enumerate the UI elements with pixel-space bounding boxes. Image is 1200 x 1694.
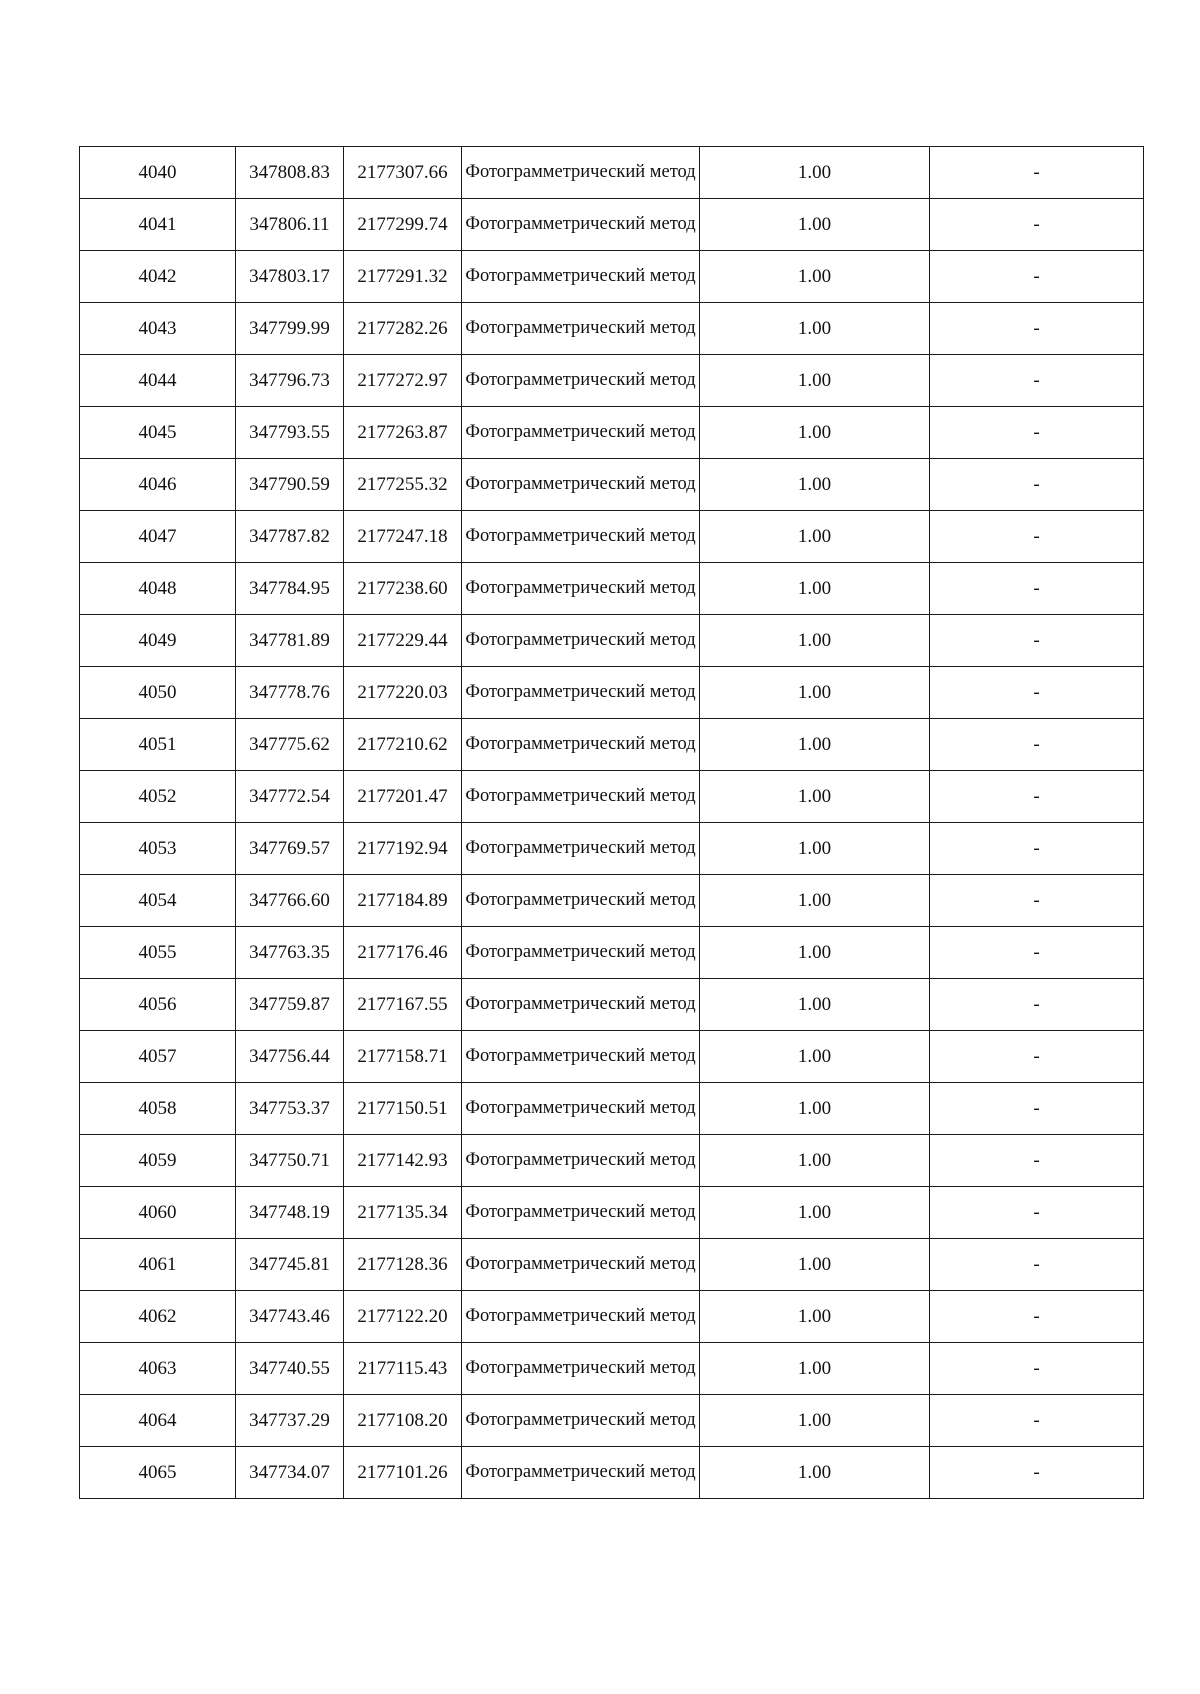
method-cell: Фотограмметрический метод xyxy=(462,771,700,823)
accuracy-cell: 1.00 xyxy=(700,147,930,199)
method-cell: Фотограмметрический метод xyxy=(462,251,700,303)
coordinate-y-cell: 2177263.87 xyxy=(344,407,462,459)
accuracy-cell: 1.00 xyxy=(700,1031,930,1083)
coordinate-y-cell: 2177142.93 xyxy=(344,1135,462,1187)
method-cell: Фотограмметрический метод xyxy=(462,1083,700,1135)
method-cell: Фотограмметрический метод xyxy=(462,1135,700,1187)
point-number-cell: 4059 xyxy=(80,1135,236,1187)
point-number-cell: 4056 xyxy=(80,979,236,1031)
coordinate-y-cell: 2177167.55 xyxy=(344,979,462,1031)
note-cell: - xyxy=(930,1291,1144,1343)
note-cell: - xyxy=(930,1239,1144,1291)
note-cell: - xyxy=(930,147,1144,199)
point-number-cell: 4062 xyxy=(80,1291,236,1343)
coordinates-table xyxy=(79,146,1144,1499)
point-number-cell: 4045 xyxy=(80,407,236,459)
point-number-cell: 4060 xyxy=(80,1187,236,1239)
accuracy-cell: 1.00 xyxy=(700,615,930,667)
accuracy-cell: 1.00 xyxy=(700,1239,930,1291)
method-cell: Фотограмметрический метод xyxy=(462,407,700,459)
method-cell: Фотограмметрический метод xyxy=(462,1239,700,1291)
method-cell: Фотограмметрический метод xyxy=(462,1291,700,1343)
coordinate-x-cell: 347737.29 xyxy=(236,1395,344,1447)
table-row xyxy=(80,1291,1144,1343)
table-row xyxy=(80,251,1144,303)
point-number-cell: 4055 xyxy=(80,927,236,979)
coordinate-x-cell: 347796.73 xyxy=(236,355,344,407)
note-cell: - xyxy=(930,355,1144,407)
point-number-cell: 4053 xyxy=(80,823,236,875)
accuracy-cell: 1.00 xyxy=(700,251,930,303)
coordinate-x-cell: 347803.17 xyxy=(236,251,344,303)
coordinate-y-cell: 2177150.51 xyxy=(344,1083,462,1135)
table-row xyxy=(80,1239,1144,1291)
point-number-cell: 4049 xyxy=(80,615,236,667)
table-row xyxy=(80,199,1144,251)
coordinate-y-cell: 2177247.18 xyxy=(344,511,462,563)
note-cell: - xyxy=(930,1447,1144,1499)
note-cell: - xyxy=(930,1187,1144,1239)
table-row xyxy=(80,719,1144,771)
accuracy-cell: 1.00 xyxy=(700,407,930,459)
coordinate-x-cell: 347784.95 xyxy=(236,563,344,615)
method-cell: Фотограмметрический метод xyxy=(462,1187,700,1239)
note-cell: - xyxy=(930,615,1144,667)
table-row xyxy=(80,1395,1144,1447)
coordinate-y-cell: 2177176.46 xyxy=(344,927,462,979)
coordinate-y-cell: 2177201.47 xyxy=(344,771,462,823)
point-number-cell: 4041 xyxy=(80,199,236,251)
method-cell: Фотограмметрический метод xyxy=(462,563,700,615)
note-cell: - xyxy=(930,511,1144,563)
accuracy-cell: 1.00 xyxy=(700,875,930,927)
accuracy-cell: 1.00 xyxy=(700,719,930,771)
table-row xyxy=(80,1447,1144,1499)
method-cell: Фотограмметрический метод xyxy=(462,927,700,979)
method-cell: Фотограмметрический метод xyxy=(462,511,700,563)
coordinate-y-cell: 2177238.60 xyxy=(344,563,462,615)
method-cell: Фотограмметрический метод xyxy=(462,147,700,199)
method-cell: Фотограмметрический метод xyxy=(462,355,700,407)
coordinate-x-cell: 347793.55 xyxy=(236,407,344,459)
table-row xyxy=(80,147,1144,199)
note-cell: - xyxy=(930,303,1144,355)
note-cell: - xyxy=(930,979,1144,1031)
point-number-cell: 4047 xyxy=(80,511,236,563)
table-row xyxy=(80,875,1144,927)
table-row xyxy=(80,927,1144,979)
table-row xyxy=(80,355,1144,407)
point-number-cell: 4052 xyxy=(80,771,236,823)
table-row xyxy=(80,771,1144,823)
method-cell: Фотограмметрический метод xyxy=(462,1031,700,1083)
note-cell: - xyxy=(930,1083,1144,1135)
coordinate-y-cell: 2177210.62 xyxy=(344,719,462,771)
coordinate-y-cell: 2177307.66 xyxy=(344,147,462,199)
note-cell: - xyxy=(930,875,1144,927)
coordinate-x-cell: 347745.81 xyxy=(236,1239,344,1291)
coordinate-x-cell: 347759.87 xyxy=(236,979,344,1031)
method-cell: Фотограмметрический метод xyxy=(462,1343,700,1395)
accuracy-cell: 1.00 xyxy=(700,823,930,875)
coordinate-x-cell: 347808.83 xyxy=(236,147,344,199)
coordinates-table-body xyxy=(80,147,1144,1499)
point-number-cell: 4058 xyxy=(80,1083,236,1135)
table-row xyxy=(80,615,1144,667)
coordinate-x-cell: 347772.54 xyxy=(236,771,344,823)
coordinate-y-cell: 2177282.26 xyxy=(344,303,462,355)
table-row xyxy=(80,823,1144,875)
method-cell: Фотограмметрический метод xyxy=(462,303,700,355)
note-cell: - xyxy=(930,1135,1144,1187)
coordinate-y-cell: 2177135.34 xyxy=(344,1187,462,1239)
coordinate-y-cell: 2177115.43 xyxy=(344,1343,462,1395)
coordinate-x-cell: 347756.44 xyxy=(236,1031,344,1083)
accuracy-cell: 1.00 xyxy=(700,927,930,979)
note-cell: - xyxy=(930,1395,1144,1447)
coordinate-x-cell: 347806.11 xyxy=(236,199,344,251)
accuracy-cell: 1.00 xyxy=(700,303,930,355)
table-row xyxy=(80,667,1144,719)
coordinate-y-cell: 2177128.36 xyxy=(344,1239,462,1291)
table-row xyxy=(80,511,1144,563)
method-cell: Фотограмметрический метод xyxy=(462,823,700,875)
table-row xyxy=(80,303,1144,355)
coordinate-x-cell: 347781.89 xyxy=(236,615,344,667)
table-row xyxy=(80,1343,1144,1395)
method-cell: Фотограмметрический метод xyxy=(462,875,700,927)
coordinate-x-cell: 347740.55 xyxy=(236,1343,344,1395)
coordinate-y-cell: 2177299.74 xyxy=(344,199,462,251)
coordinate-y-cell: 2177158.71 xyxy=(344,1031,462,1083)
accuracy-cell: 1.00 xyxy=(700,355,930,407)
coordinate-x-cell: 347778.76 xyxy=(236,667,344,719)
accuracy-cell: 1.00 xyxy=(700,1135,930,1187)
method-cell: Фотограмметрический метод xyxy=(462,459,700,511)
coordinate-y-cell: 2177192.94 xyxy=(344,823,462,875)
point-number-cell: 4042 xyxy=(80,251,236,303)
note-cell: - xyxy=(930,199,1144,251)
point-number-cell: 4065 xyxy=(80,1447,236,1499)
point-number-cell: 4064 xyxy=(80,1395,236,1447)
coordinate-y-cell: 2177229.44 xyxy=(344,615,462,667)
method-cell: Фотограмметрический метод xyxy=(462,667,700,719)
point-number-cell: 4044 xyxy=(80,355,236,407)
method-cell: Фотограмметрический метод xyxy=(462,1395,700,1447)
coordinate-x-cell: 347750.71 xyxy=(236,1135,344,1187)
accuracy-cell: 1.00 xyxy=(700,1343,930,1395)
note-cell: - xyxy=(930,459,1144,511)
coordinate-x-cell: 347734.07 xyxy=(236,1447,344,1499)
note-cell: - xyxy=(930,251,1144,303)
note-cell: - xyxy=(930,719,1144,771)
table-row xyxy=(80,1031,1144,1083)
accuracy-cell: 1.00 xyxy=(700,199,930,251)
point-number-cell: 4046 xyxy=(80,459,236,511)
note-cell: - xyxy=(930,407,1144,459)
note-cell: - xyxy=(930,823,1144,875)
table-row xyxy=(80,1187,1144,1239)
method-cell: Фотограмметрический метод xyxy=(462,1447,700,1499)
table-row xyxy=(80,563,1144,615)
method-cell: Фотограмметрический метод xyxy=(462,199,700,251)
note-cell: - xyxy=(930,563,1144,615)
note-cell: - xyxy=(930,1031,1144,1083)
accuracy-cell: 1.00 xyxy=(700,1187,930,1239)
coordinate-x-cell: 347799.99 xyxy=(236,303,344,355)
point-number-cell: 4051 xyxy=(80,719,236,771)
table-row xyxy=(80,459,1144,511)
table-row xyxy=(80,979,1144,1031)
point-number-cell: 4057 xyxy=(80,1031,236,1083)
coordinate-y-cell: 2177122.20 xyxy=(344,1291,462,1343)
accuracy-cell: 1.00 xyxy=(700,1395,930,1447)
accuracy-cell: 1.00 xyxy=(700,771,930,823)
method-cell: Фотограмметрический метод xyxy=(462,615,700,667)
coordinate-x-cell: 347766.60 xyxy=(236,875,344,927)
coordinate-y-cell: 2177220.03 xyxy=(344,667,462,719)
accuracy-cell: 1.00 xyxy=(700,563,930,615)
note-cell: - xyxy=(930,927,1144,979)
accuracy-cell: 1.00 xyxy=(700,1083,930,1135)
coordinate-x-cell: 347763.35 xyxy=(236,927,344,979)
note-cell: - xyxy=(930,771,1144,823)
coordinate-y-cell: 2177291.32 xyxy=(344,251,462,303)
method-cell: Фотограмметрический метод xyxy=(462,719,700,771)
accuracy-cell: 1.00 xyxy=(700,511,930,563)
point-number-cell: 4061 xyxy=(80,1239,236,1291)
point-number-cell: 4040 xyxy=(80,147,236,199)
point-number-cell: 4043 xyxy=(80,303,236,355)
method-cell: Фотограмметрический метод xyxy=(462,979,700,1031)
accuracy-cell: 1.00 xyxy=(700,979,930,1031)
accuracy-cell: 1.00 xyxy=(700,1291,930,1343)
coordinate-x-cell: 347775.62 xyxy=(236,719,344,771)
coordinate-x-cell: 347790.59 xyxy=(236,459,344,511)
point-number-cell: 4050 xyxy=(80,667,236,719)
coordinate-x-cell: 347769.57 xyxy=(236,823,344,875)
accuracy-cell: 1.00 xyxy=(700,667,930,719)
coordinate-y-cell: 2177272.97 xyxy=(344,355,462,407)
point-number-cell: 4054 xyxy=(80,875,236,927)
coordinate-x-cell: 347787.82 xyxy=(236,511,344,563)
coordinate-x-cell: 347743.46 xyxy=(236,1291,344,1343)
table-row xyxy=(80,407,1144,459)
coordinate-x-cell: 347748.19 xyxy=(236,1187,344,1239)
coordinate-y-cell: 2177184.89 xyxy=(344,875,462,927)
table-row xyxy=(80,1083,1144,1135)
coordinate-y-cell: 2177255.32 xyxy=(344,459,462,511)
note-cell: - xyxy=(930,667,1144,719)
coordinate-y-cell: 2177101.26 xyxy=(344,1447,462,1499)
point-number-cell: 4063 xyxy=(80,1343,236,1395)
coordinate-y-cell: 2177108.20 xyxy=(344,1395,462,1447)
coordinate-x-cell: 347753.37 xyxy=(236,1083,344,1135)
note-cell: - xyxy=(930,1343,1144,1395)
accuracy-cell: 1.00 xyxy=(700,459,930,511)
table-row xyxy=(80,1135,1144,1187)
accuracy-cell: 1.00 xyxy=(700,1447,930,1499)
point-number-cell: 4048 xyxy=(80,563,236,615)
